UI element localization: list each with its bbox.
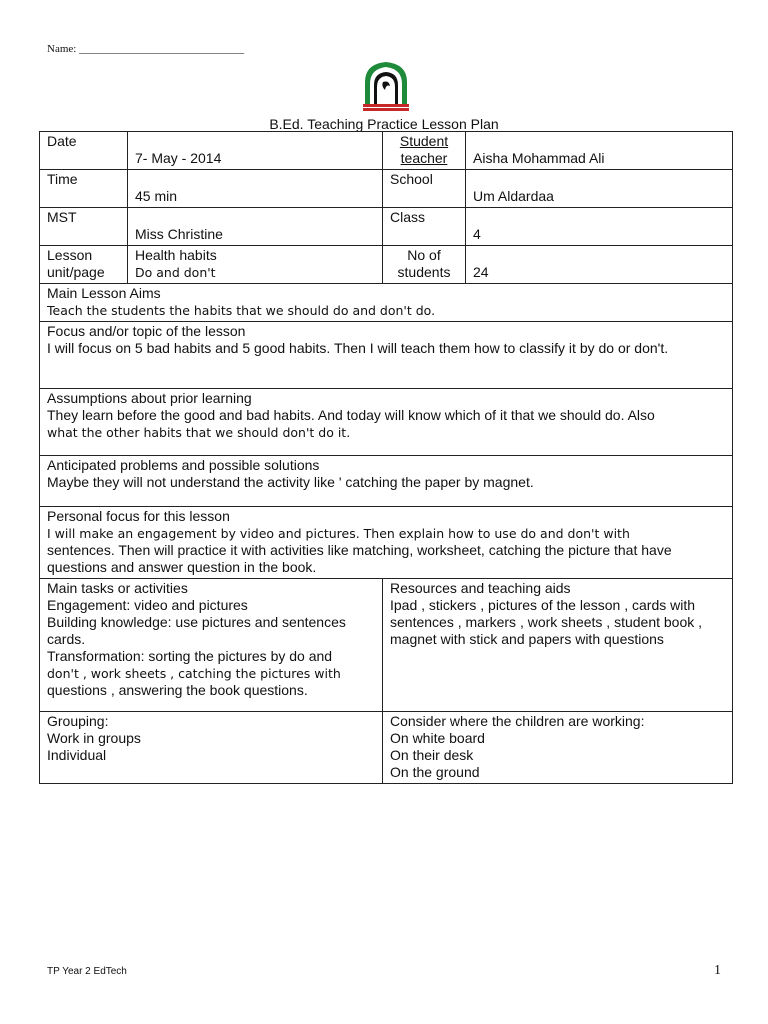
students-label-line2: students [397,264,451,280]
lesson-value-cell [128,246,383,284]
lesson-value-line2: Do and don't [135,265,216,280]
personal-focus-cell [40,507,733,579]
mst-value: Miss Christine [135,226,223,242]
aims-title: Main Lesson Aims [47,285,161,301]
assumptions-text: They learn before the good and bad habits. And today will know which of it that we should do. Also [47,407,655,423]
tasks-row [40,579,733,712]
students-value: 24 [473,264,489,280]
class-label: Class [383,208,466,246]
tasks-transformation-cont: don't , work sheets , catching the pictures with [47,666,341,681]
focus-title: Focus and/or topic of the lesson [47,323,246,339]
problems-text: Maybe they will not understand the activity like ' catching the paper by magnet. [47,474,534,490]
personal-focus-title: Personal focus for this lesson [47,508,230,524]
grouping-item-groups: Work in groups [47,730,141,746]
lesson-label-line2: unit/page [47,264,105,280]
name-field-label: Name: ______________________________ [47,43,245,55]
class-value: 4 [473,226,481,242]
working-location-cell [383,712,733,784]
time-label: Time [40,170,128,208]
grouping-title: Grouping: [47,713,109,729]
resources-title: Resources and teaching aids [390,580,571,596]
resources-cell [383,579,733,712]
problems-row [40,456,733,507]
working-location-desk: On their desk [390,747,474,763]
school-label: School [383,170,466,208]
student-teacher-value: Aisha Mohammad Ali [473,150,605,166]
lesson-label-line1: Lesson [47,247,93,263]
lesson-label-cell [40,246,128,284]
focus-cell [40,322,733,389]
tasks-transformation: Transformation: sorting the pictures by do and [47,648,333,664]
personal-focus-text-2: sentences. Then will practice it with activities like matching, worksheet, catching the picture that have questions and answer question in the book. [47,542,672,575]
assumptions-title: Assumptions about prior learning [47,390,252,406]
working-location-title: Consider where the children are working: [390,713,645,729]
problems-title: Anticipated problems and possible solutions [47,457,320,473]
mst-label: MST [40,208,128,246]
date-label: Date [40,132,128,170]
assumptions-cell [40,389,733,456]
lesson-row [40,246,733,284]
time-value: 45 min [135,188,178,204]
aims-cell [40,284,733,322]
date-row [40,132,733,170]
problems-cell [40,456,733,507]
working-location-whiteboard: On white board [390,730,485,746]
tasks-cell [40,579,383,712]
personal-focus-row [40,507,733,579]
student-teacher-label-line2: teacher [400,150,448,166]
time-row [40,170,733,208]
aims-row [40,284,733,322]
assumptions-text-2: what the other habits that we should don't do it. [47,425,351,440]
aims-text: Teach the students the habits that we should do and don't do. [47,303,436,318]
resources-text: Ipad , stickers , pictures of the lesson , cards with sentences , markers , work sheets , student book , magnet with stick and papers with questions [390,597,703,647]
page-number: 1 [714,963,721,978]
mst-value-cell [128,208,383,246]
lesson-value-line1: Health habits [135,247,217,263]
tasks-engagement: Engagement: video and pictures [47,597,248,613]
focus-text: I will focus on 5 bad habits and 5 good habits. Then I will teach them how to classify it by do or don't. [47,340,669,356]
students-value-cell [466,246,733,284]
grouping-item-individual: Individual [47,747,107,763]
student-teacher-label-cell [383,132,466,170]
grouping-row [40,712,733,784]
date-value-cell [128,132,383,170]
lesson-plan-table [39,131,733,784]
page-title: B.Ed. Teaching Practice Lesson Plan [269,116,499,132]
grouping-cell [40,712,383,784]
working-location-ground: On the ground [390,764,480,780]
school-value: Um Aldardaa [473,188,554,204]
class-value-cell [466,208,733,246]
personal-focus-text-1: I will make an engagement by video and pictures. Then explain how to use do and don't with [47,526,630,541]
student-teacher-value-cell [466,132,733,170]
time-value-cell [128,170,383,208]
tasks-building-knowledge: Building knowledge: use pictures and sentences cards. [47,614,346,647]
students-label-cell [383,246,466,284]
date-value: 7- May - 2014 [135,150,222,166]
mst-row [40,208,733,246]
student-teacher-label-line1: Student [399,133,449,149]
tasks-title: Main tasks or activities [47,580,188,596]
assumptions-row [40,389,733,456]
university-logo-icon [361,60,411,112]
focus-row [40,322,733,389]
students-label-line1: No of [407,247,441,263]
tasks-transformation-end: questions , answering the book questions. [47,682,308,698]
school-value-cell [466,170,733,208]
footer-course-label: TP Year 2 EdTech [47,966,127,977]
